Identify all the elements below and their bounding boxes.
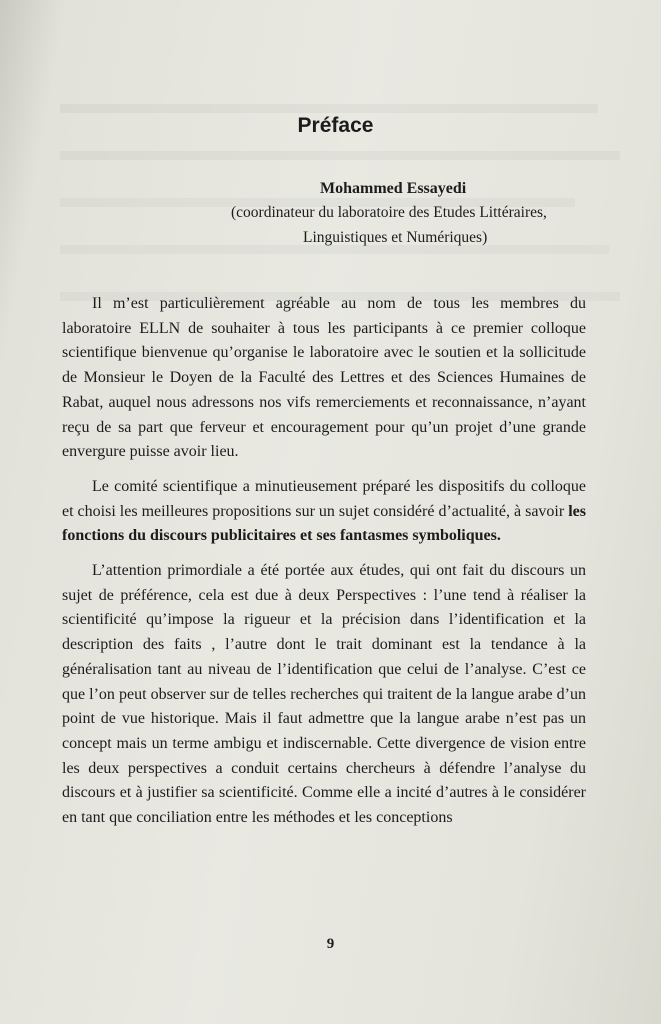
paragraph-2-bold-subject: les fonctions du discours publicitaires et ses fantasmes symboliques. [62, 502, 586, 545]
paragraph-3: L’attention primordiale a été portée aux études, qui ont fait du discours un sujet de préférence, cela est due à deux Perspectives : l’une tend à réaliser la scientificité qu’impose la rigueur et la précision dans l’identification et la description des faits , l’autre dont le trait dominant est la tendance à la généralisation tant au niveau de l’identification que celui de l’analyse. C’est ce que l’on peut observer sur de telles recherches qui traitent de la langue arabe d’un point de vue historique. Mais il faut admettre que la langue arabe n’est pas un concept mais un terme ambigu et indiscernable. Cette divergence de vision entre les deux perspectives a conduit certains chercheurs à défendre l’analyse du discours et à justifier sa scientificité. Comme elle a incité d’autres à le considérer en tant que conciliation entre les méthodes et les conceptions [62, 562, 586, 827]
paragraph-2 [62, 475, 586, 549]
page-title: Préface [297, 114, 374, 137]
preface-body [62, 292, 586, 831]
paragraph-1: Il m’est particulièrement agréable au nom de tous les membres du laboratoire ELLN de souhaiter à tous les participants à ce premier colloque scientifique bienvenue qu’organise le laboratoire avec le soutien et la sollicitude de Monsieur le Doyen de la Faculté des Lettres et des Sciences Humaines de Rabat, auquel nous adressons nos vifs remerciements et reconnaissance, n’ayant reçu de sa part que ferveur et encouragement pour qu’un projet d’une grande envergure puisse avoir lieu. [62, 295, 586, 461]
author-affiliation-line-2: Linguistiques et Numériques) [303, 229, 488, 246]
author-name: Mohammed Essayedi [320, 180, 467, 197]
author-affiliation-line-1: (coordinateur du laboratoire des Etudes Littéraires, [231, 204, 547, 221]
page-number: 9 [326, 936, 335, 952]
paragraph-2-text: Le comité scientifique a minutieusement préparé les dispositifs du colloque et choisi les meilleures propositions sur un sujet considéré d’actualité, à savoir [62, 477, 586, 520]
